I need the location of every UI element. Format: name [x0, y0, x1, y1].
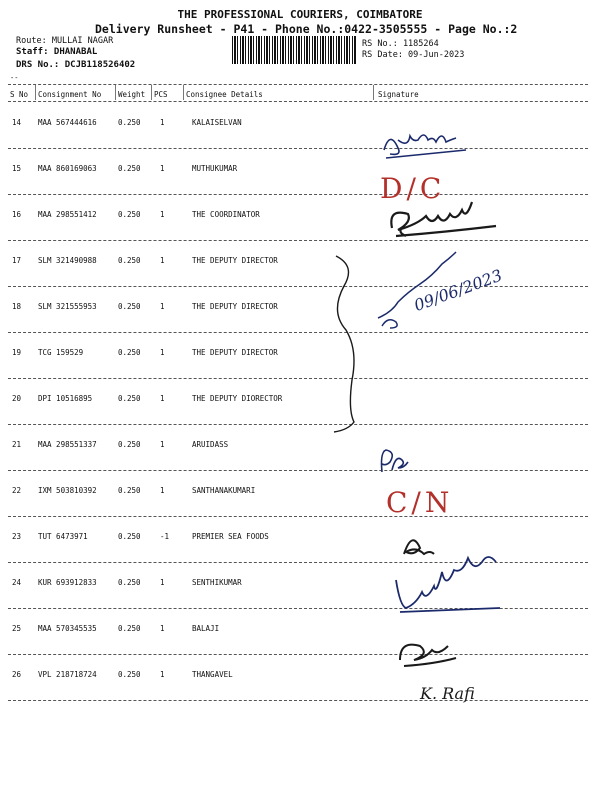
row-consignment: IXM 503810392: [38, 486, 97, 495]
row-pcs: 1: [160, 118, 165, 127]
staff-label: Staff: DHANABAL: [16, 47, 98, 57]
signature-mark-21: [382, 450, 409, 472]
signature-date: 09/06/2023: [411, 265, 505, 315]
row-consignment: MAA 298551337: [38, 440, 97, 449]
runsheet-page: THE PROFESSIONAL COURIERS, COIMBATORE Delivery Runsheet - P41 - Phone No.:0422-3505555 - Page No.:2 Route: MULLAI NAGAR Staff: DHANABAL DRS No.: DCJB118526402 RS No.: 1185264 RS Date: 09-Jun-2023 -- S No Consignment No Weight PCS Consignee Details Signature 14 MAA 567444616 0.250 1 KALAISELVAN 15 MAA 860169063 0.250 1 MUTHUKUMAR 16 MAA 298551412 0.250 1 THE COORDINATOR 17 SLM 321490988 0.250 1 THE DEPUTY DIRECTOR 18 SLM 321555953 0.250 1 THE DEPUTY DIRECTOR 19 TCG 159529 0.250 1 THE DEPUTY DIRECTOR 20 DPI 10516895 0.250 1 THE DEPUTY DIORECTOR 21 MAA 298551337 0.250 1 ARUIDASS 22 IXM 503810392 0.250 1 SANTHANAKUMARI 23 TUT 6473971 0.250 -1 PREMIER SEA FOODS 24 KUR 693912833 0.250 1 SENTHIKUMAR 25 MAA 570345535 0.250 1 BALAJI 26 VPL 218718724 0.250 1 THANGAVEL D/C 09/06/2023 C/N K. Rafi: [0, 0, 600, 801]
signature-mark-23: [404, 540, 434, 554]
row-sno: 23: [12, 532, 22, 541]
row-weight: 0.250: [118, 302, 141, 311]
row-consignee: SANTHANAKUMARI: [192, 486, 256, 495]
row-weight: 0.250: [118, 670, 141, 679]
row-pcs: -1: [160, 532, 170, 541]
row-consignment: TCG 159529: [38, 348, 84, 357]
col-header-sno: S No: [10, 90, 29, 99]
row-pcs: 1: [160, 164, 165, 173]
row-consignee: ARUIDASS: [192, 440, 229, 449]
row-pcs: 1: [160, 578, 165, 587]
row-pcs: 1: [160, 256, 165, 265]
row-consignee: THE DEPUTY DIRECTOR: [192, 348, 278, 357]
bracket-line: [334, 256, 354, 432]
row-weight: 0.250: [118, 394, 141, 403]
drs-number: DRS No.: DCJB118526402: [16, 60, 136, 70]
row-sno: 21: [12, 440, 22, 449]
row-consignment: MAA 298551412: [38, 210, 97, 219]
row-consignee: THE DEPUTY DIORECTOR: [192, 394, 283, 403]
row-sno: 17: [12, 256, 22, 265]
row-consignee: THE DEPUTY DIRECTOR: [192, 256, 278, 265]
row-consignee: BALAJI: [192, 624, 220, 633]
row-consignment: MAA 860169063: [38, 164, 97, 173]
col-header-signature: Signature: [378, 90, 419, 99]
row-consignment: KUR 693912833: [38, 578, 97, 587]
row-consignment: DPI 10516895: [38, 394, 93, 403]
row-weight: 0.250: [118, 348, 141, 357]
col-header-pcs: PCS: [154, 90, 168, 99]
row-consignee: SENTHIKUMAR: [192, 578, 242, 587]
signature-mark-16: [391, 202, 496, 236]
signature-mark-24: [396, 557, 500, 612]
row-sno: 19: [12, 348, 22, 357]
row-weight: 0.250: [118, 440, 141, 449]
row-sno: 18: [12, 302, 22, 311]
row-consignment: SLM 321490988: [38, 256, 97, 265]
row-consignment: MAA 570345535: [38, 624, 97, 633]
row-consignee: PREMIER SEA FOODS: [192, 532, 269, 541]
rs-date: RS Date: 09-Jun-2023: [362, 50, 465, 60]
row-sno: 24: [12, 578, 22, 587]
row-sno: 25: [12, 624, 22, 633]
row-consignee: THANGAVEL: [192, 670, 233, 679]
row-weight: 0.250: [118, 486, 141, 495]
row-sno: 26: [12, 670, 22, 679]
runsheet-title: Delivery Runsheet - P41 - Phone No.:0422-3505555 - Page No.:2: [95, 22, 518, 36]
row-pcs: 1: [160, 348, 165, 357]
row-sno: 22: [12, 486, 22, 495]
row-consignment: VPL 218718724: [38, 670, 97, 679]
row-sno: 14: [12, 118, 22, 127]
row-pcs: 1: [160, 394, 165, 403]
row-weight: 0.250: [118, 210, 141, 219]
row-consignee: THE COORDINATOR: [192, 210, 260, 219]
row-pcs: 1: [160, 302, 165, 311]
row-pcs: 1: [160, 440, 165, 449]
signature-cn: C/N: [386, 486, 454, 519]
signature-mark-14: [384, 135, 466, 158]
col-header-weight: Weight: [118, 90, 146, 99]
row-weight: 0.250: [118, 624, 141, 633]
row-consignment: MAA 567444616: [38, 118, 97, 127]
row-pcs: 1: [160, 670, 165, 679]
row-weight: 0.250: [118, 578, 141, 587]
row-consignment: SLM 321555953: [38, 302, 97, 311]
row-pcs: 1: [160, 486, 165, 495]
row-consignee: KALAISELVAN: [192, 118, 242, 127]
company-title: THE PROFESSIONAL COURIERS, COIMBATORE: [177, 8, 423, 21]
signature-dc: D/C: [380, 172, 446, 205]
rs-number: RS No.: 1185264: [362, 39, 439, 49]
signature-mark-25: [400, 645, 456, 666]
signature-k-rafi: K. Rafi: [420, 684, 475, 703]
row-sno: 20: [12, 394, 22, 403]
row-pcs: 1: [160, 624, 165, 633]
row-weight: 0.250: [118, 256, 141, 265]
row-weight: 0.250: [118, 532, 141, 541]
row-weight: 0.250: [118, 164, 141, 173]
row-consignee: MUTHUKUMAR: [192, 164, 238, 173]
row-sno: 15: [12, 164, 22, 173]
row-consignee: THE DEPUTY DIRECTOR: [192, 302, 278, 311]
row-pcs: 1: [160, 210, 165, 219]
col-header-consignee: Consignee Details: [186, 90, 263, 99]
row-weight: 0.250: [118, 118, 141, 127]
row-sno: 16: [12, 210, 22, 219]
col-header-consignment: Consignment No: [38, 90, 102, 99]
route-label: Route: MULLAI NAGAR: [16, 36, 114, 46]
row-consignment: TUT 6473971: [38, 532, 88, 541]
